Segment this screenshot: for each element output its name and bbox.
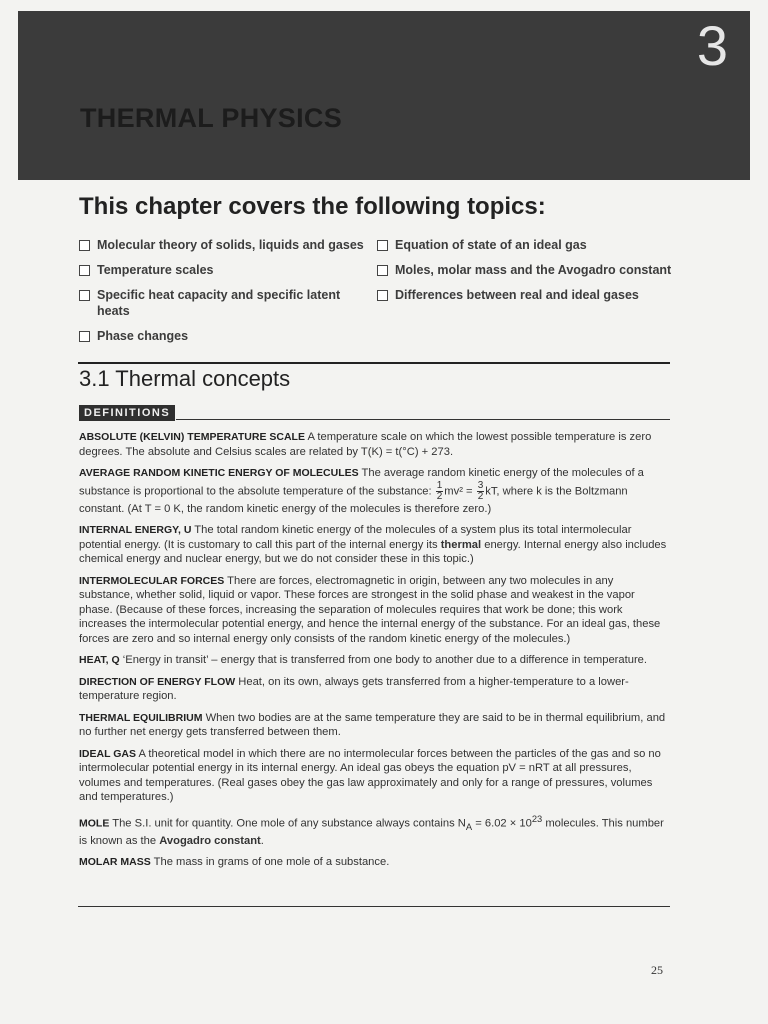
topic-item: Equation of state of an ideal gas (377, 237, 677, 253)
definition-kelvin: ABSOLUTE (KELVIN) TEMPERATURE SCALE A temperature scale on which the lowest possible temperature is zero degrees. The absolute and Celsius scales are related by T(K) = t(°C) + 273. (79, 431, 652, 458)
chapter-number: 3 (696, 14, 728, 77)
topic-item: Temperature scales (79, 262, 369, 278)
definition-intermolecular-forces: INTERMOLECULAR FORCES There are forces, electromagnetic in origin, between any two molecules in any substance, whether solid, liquid or vapor. These forces are strongest in the solid phase and weakest in the vapor phase. (Because of these forces, increasing the separation of molecules requires that work be done; this work increases the intermolecular potential energy, and hence the internal energy of the substance. For an ideal gas, these forces are zero and so internal energy only consists of the random kinetic energy of the molecules.) (79, 574, 661, 645)
definition-mole: MOLE The S.I. unit for quantity. One mole of any substance always contains $N_A = 6.02 \times 10^{23}$ molecules. This number is known as the Avogadro constant. (79, 813, 664, 847)
checkbox-icon (377, 290, 388, 301)
checkbox-icon (79, 331, 90, 342)
topic-item: Phase changes (79, 328, 369, 344)
checkbox-icon (377, 265, 388, 276)
page-number: 25 (651, 963, 663, 977)
topic-item: Specific heat capacity and specific latent heats (79, 287, 369, 319)
definition-internal-energy: INTERNAL ENERGY, U The total random kinetic energy of the molecules of a system plus its total intermolecular potential energy. (It is customary to call this part of the internal energy its thermal energy. Internal energy also includes chemical energy and nuclear energy, but we do not consider these in this topic.) (79, 524, 667, 565)
section-divider (78, 362, 670, 364)
definitions-tag: DEFINITIONS (79, 405, 175, 421)
fraction-one-half: $\frac{1}{2}$ (436, 479, 443, 502)
definition-heat: HEAT, Q ‘Energy in transit’ – energy that is transferred from one body to another due to a difference in temperature. (79, 654, 648, 666)
topic-item: Molecular theory of solids, liquids and gases (79, 237, 369, 253)
definitions-list (79, 430, 669, 877)
checkbox-icon (377, 240, 388, 251)
topics-heading: This chapter covers the following topics: (79, 193, 546, 220)
chapter-header (18, 11, 750, 180)
section-title: 3.1 Thermal concepts (79, 366, 291, 391)
checkbox-icon (79, 240, 90, 251)
definition-molar-mass: MOLAR MASS The mass in grams of one mole of a substance. (79, 856, 390, 869)
definition-average-ke: AVERAGE RANDOM KINETIC ENERGY OF MOLECULES The average random kinetic energy of the molecules of a substance is proportional to the absolute temperature of the substance: $\frac{1}{2}$ mv² = $\frac{3}{2}$ kT, where k is the Boltzmann constant. (At T = 0 K, the random kinetic energy of the molecules is therefore zero.) (79, 467, 644, 515)
checkbox-icon (79, 265, 90, 276)
topic-item: Moles, molar mass and the Avogadro constant (377, 262, 677, 278)
definitions-rule (176, 419, 670, 420)
topic-item: Differences between real and ideal gases (377, 287, 677, 303)
definition-energy-flow: DIRECTION OF ENERGY FLOW Heat, on its own, always gets transferred from a higher-temperature to a lower-temperature region. (79, 675, 629, 702)
topics-list-left (79, 237, 369, 353)
fraction-three-halves: $\frac{3}{2}$ (477, 479, 484, 502)
checkbox-icon (79, 290, 90, 301)
definition-ideal-gas: IDEAL GAS A theoretical model in which there are no intermolecular forces between the particles of the gas and so no intermolecular potential energy in its internal energy. An ideal gas obeys the equation pV = nRT at all pressures, volumes and temperatures. (Real gases obey the gas law approximately and only for a range of pressures, volumes and temperatures.) (79, 747, 661, 803)
topics-list-right (377, 237, 677, 312)
definition-thermal-equilibrium: THERMAL EQUILIBRIUM When two bodies are at the same temperature they are said to be in thermal equilibrium, and no further net energy gets transferred between them. (79, 711, 666, 738)
chapter-title: THERMAL PHYSICS (80, 103, 343, 133)
bottom-rule (78, 906, 670, 907)
